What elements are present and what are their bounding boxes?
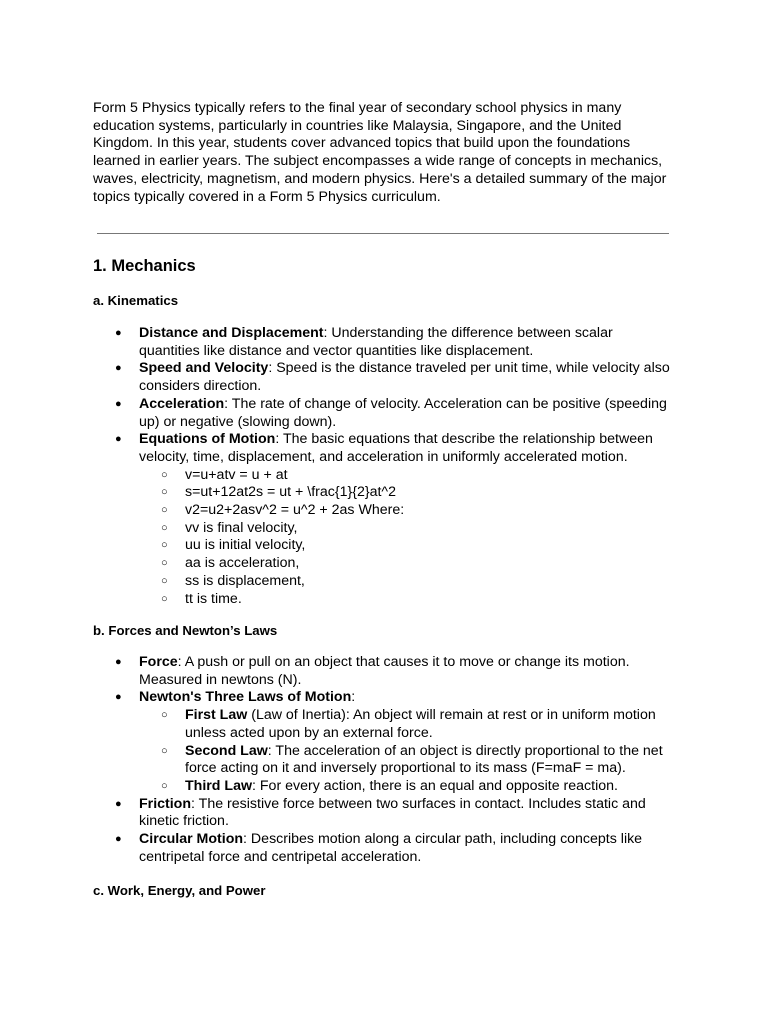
definition: : [351,689,356,706]
term: First Law [185,707,248,724]
term: Third Law [185,777,252,794]
term: Newton's Three Laws of Motion [139,689,352,706]
equation-item: ○ ss is displacement, [139,573,673,591]
list-item [93,654,673,689]
list-item [93,689,673,795]
definition: : The rate of change of velocity. Acceleration can be positive (speeding up) or negative (slowing down). [139,395,667,430]
intro-paragraph: Form 5 Physics typically refers to the final year of secondary school physics in many education systems, particularly in countries like Malaysia, Singapore, and the United Kingdom. In this year, students cover advanced topics that build upon the foundations learned in earlier years. The subject encompasses a wide range of concepts in mechanics, waves, electricity, magnetism, and modern physics. Here's a detailed summary of the major topics typically covered in a Form 5 Physics curriculum. [93,100,667,205]
section-title: 1. Mechanics [93,257,196,275]
equation-item: ○ vv is final velocity, [139,520,673,538]
equation-item: ○ aa is acceleration, [139,555,673,573]
list-item [93,325,673,360]
term: Force [139,654,178,670]
term: Acceleration [139,395,225,412]
definition: : Describes motion along a circular path, including concepts like centripetal force and centripetal acceleration. [139,831,643,865]
definition: : A push or pull on an object that causes it to move or change its motion. Measured in newtons (N). [139,654,630,688]
equation-item: ○ v2=u2+2asv^2 = u^2 + 2as Where: [139,502,673,520]
list-item [93,831,673,866]
definition: : The resistive force between two surfaces in contact. Includes static and kinetic friction. [139,795,646,830]
definition: : The basic equations that describe the relationship between velocity, time, displacement, and acceleration in uniformly accelerated motion. [139,431,653,465]
kinematics-heading: a. Kinematics [93,293,179,308]
term: Speed and Velocity [139,360,269,377]
equations-list [139,467,673,609]
term: Second Law [185,742,268,759]
equation-item: ○ v=u+atv = u + at [139,467,673,485]
equation-item: ○ uu is initial velocity, [139,537,673,555]
newton-laws-list [139,707,673,796]
definition: : Understanding the difference between scalar quantities like distance and vector quantities like displacement. [139,325,613,359]
forces-list [93,654,673,866]
term: Friction [139,795,192,812]
law-item [139,707,673,742]
definition: : Speed is the distance traveled per unit time, while velocity also considers direction. [139,360,670,395]
term: Equations of Motion [139,431,276,448]
forces-heading: b. Forces and Newton’s Laws [93,623,278,638]
law-item [139,778,673,796]
list-item [93,431,673,608]
kinematics-list [93,325,673,608]
term: Distance and Displacement [139,325,324,341]
term: Circular Motion [139,831,244,848]
law-item [139,743,673,778]
definition: (Law of Inertia): An object will remain at rest or in uniform motion unless acted upon by an external force. [185,707,656,741]
horizontal-divider [97,233,669,234]
list-item [93,396,673,431]
list-item [93,360,673,395]
definition: : For every action, there is an equal and opposite reaction. [252,777,618,794]
list-item [93,796,673,831]
work-energy-heading: c. Work, Energy, and Power [93,883,266,898]
definition: : The acceleration of an object is directly proportional to the net force acting on it and inversely proportional to its mass (F=maF = ma). [185,742,663,777]
equation-item: ○ s=ut+12at2s = ut + \frac{1}{2}at^2 [139,484,673,502]
document-page [93,100,673,898]
equation-item: ○ tt is time. [139,591,673,609]
